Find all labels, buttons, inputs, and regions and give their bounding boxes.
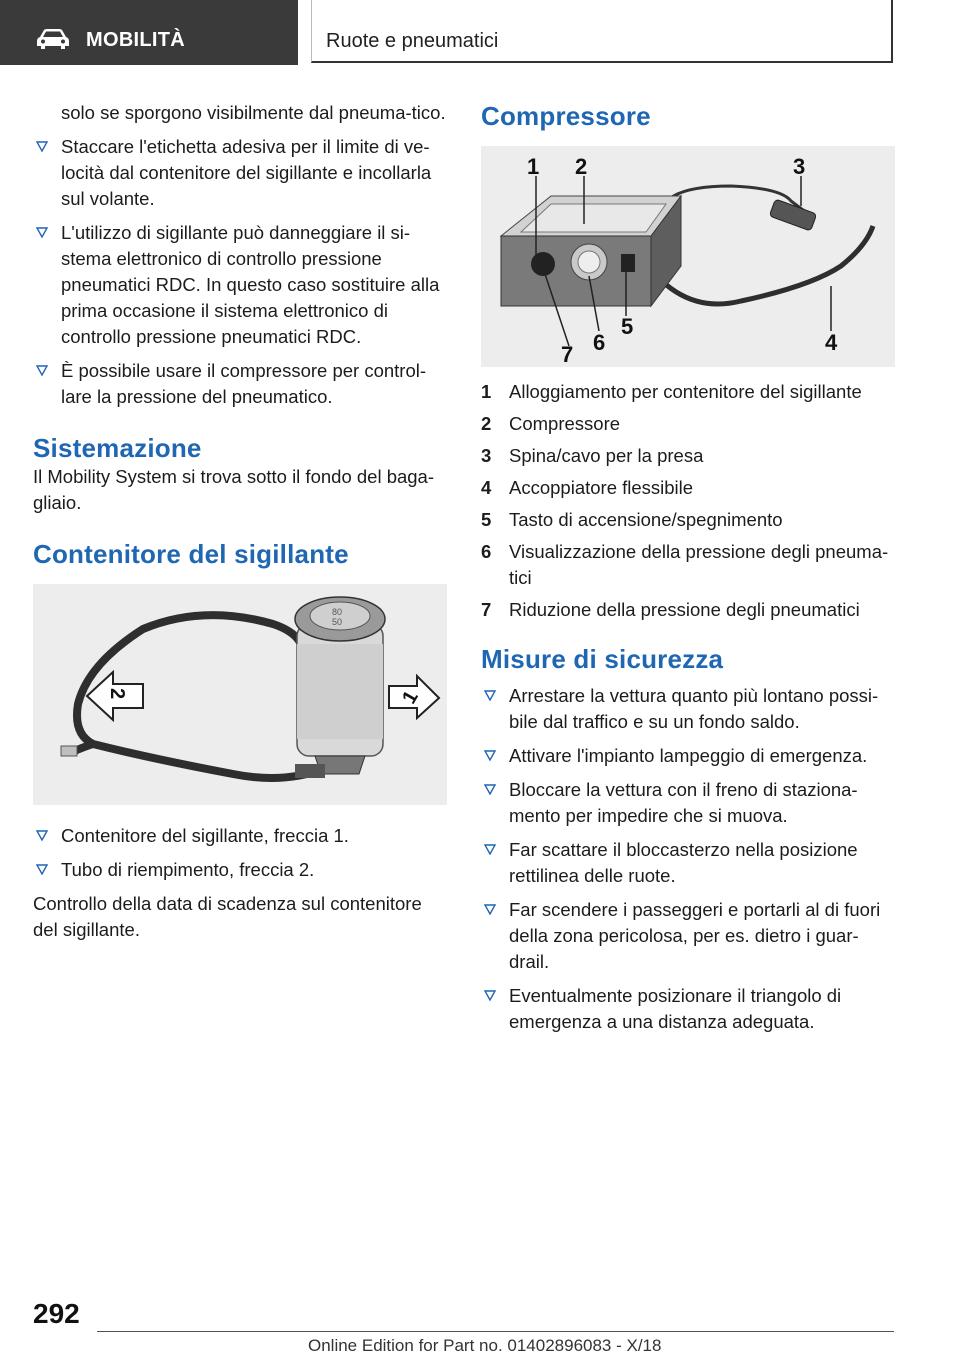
compressor-label-4: 4 [825,330,838,355]
list-item-text: Riduzione della pressione degli pneumatici [509,599,860,620]
compressor-figure [481,146,895,367]
sistemazione-text: Il Mobility System si trova sotto il fondo del baga-gliaio. [33,466,435,513]
compressor-label-1: 1 [527,154,540,179]
arrow-label-1: 1 [398,687,423,708]
list-item [481,443,897,469]
compressor-label-2: 2 [575,154,588,179]
bullet-text: Eventualmente posizionare il triangolo di emergenza a una distanza adeguata. [509,985,842,1032]
list-item-text: Tasto di accensione/spegnimento [509,509,783,530]
list-item-text: Alloggiamento per contenitore del sigillante [509,381,862,402]
sealant-container-figure [33,584,447,805]
compressor-label-3: 3 [793,154,806,179]
compressor-label-7: 7 [561,342,574,367]
sealant-cap-label: 80 [332,607,343,617]
arrow-label-2: 2 [106,688,128,700]
list-item-text: Visualizzazione della pressione degli pneuma-tici [509,541,889,588]
continuation-text: solo se sporgono visibilmente dal pneuma-tico. [61,102,446,123]
list-item-number: 2 [481,413,492,434]
sealant-container-illustration [33,584,447,805]
bullet-item [33,358,449,410]
header-chapter [311,0,893,63]
bullet-text: Attivare l'impianto lampeggio di emergenza. [509,745,868,766]
list-item [481,411,897,437]
list-item-number: 5 [481,509,492,530]
list-item-text: Accoppiatore flessibile [509,477,694,498]
bullet-text: Bloccare la vettura con il freno di staziona-mento per impedire che si muova. [509,779,858,826]
bullet-text: Arrestare la vettura quanto più lontano possi-bile dal traffico e su un fondo saldo. [509,685,879,732]
list-item-number: 4 [481,477,492,498]
list-item-number: 3 [481,445,492,466]
heading-sistemazione: Sistemazione [33,433,202,463]
footer-divider [97,1331,894,1332]
list-item-number: 7 [481,599,492,620]
sealant-cap-label: 50 [332,617,343,627]
list-item [481,379,897,405]
bullet-text: Far scattare il bloccasterzo nella posizione rettilinea delle ruote. [509,839,858,886]
page-number: 292 [33,1298,80,1329]
bullet-item [481,837,897,889]
heading-compressore: Compressore [481,101,651,131]
bullet-item [33,823,449,849]
compressor-label-6: 6 [593,330,606,355]
list-item [481,475,897,501]
bullet-text: L'utilizzo di sigillante può danneggiare il si-stema elettronico di controllo pressione pneumatici RDC. In questo caso sostituire alla prima occasione il sistema elettronico di controllo pressione pneumatici RDC. [61,222,440,347]
bullet-item [33,220,449,350]
header-section-tab[interactable] [0,0,298,65]
bullet-item [481,683,897,735]
header-section-title: MOBILITÀ [86,29,186,51]
bullet-item [33,134,449,212]
compressor-label-5: 5 [621,314,634,339]
contenitore-note: Controllo della data di scadenza sul contenitore del sigillante. [33,893,422,940]
left-column [33,100,449,951]
bullet-item [33,857,449,883]
compressor-illustration [481,146,895,367]
bullet-item [481,897,897,975]
list-item [481,597,897,623]
bullet-text: Far scendere i passeggeri e portarli al di fuori della zona pericolosa, per es. dietro i guar-drail. [509,899,881,972]
parts-list [481,379,897,623]
bullet-item [481,743,897,769]
list-item-text: Spina/cavo per la presa [509,445,704,466]
bullet-item [481,983,897,1035]
list-item [481,539,897,591]
list-item-text: Compressore [509,413,621,434]
bullet-text: Staccare l'etichetta adesiva per il limite di ve-locità dal contenitore del sigillante e incollarla sul volante. [61,136,432,209]
bullet-item [481,777,897,829]
heading-contenitore: Contenitore del sigillante [33,539,349,569]
heading-misure: Misure di sicurezza [481,644,724,674]
bullet-text: È possibile usare il compressore per control-lare la pressione del pneumatico. [61,360,427,407]
footer-edition: Online Edition for Part no. 01402896083 - X/18 [308,1336,662,1355]
list-item-number: 6 [481,541,492,562]
bullet-text: Tubo di riempimento, freccia 2. [61,859,315,880]
right-column [481,100,897,1043]
list-item-number: 1 [481,381,492,402]
list-item [481,507,897,533]
bullet-text: Contenitore del sigillante, freccia 1. [61,825,349,846]
header-chapter-title: Ruote e pneumatici [326,30,499,52]
car-icon [36,28,70,50]
